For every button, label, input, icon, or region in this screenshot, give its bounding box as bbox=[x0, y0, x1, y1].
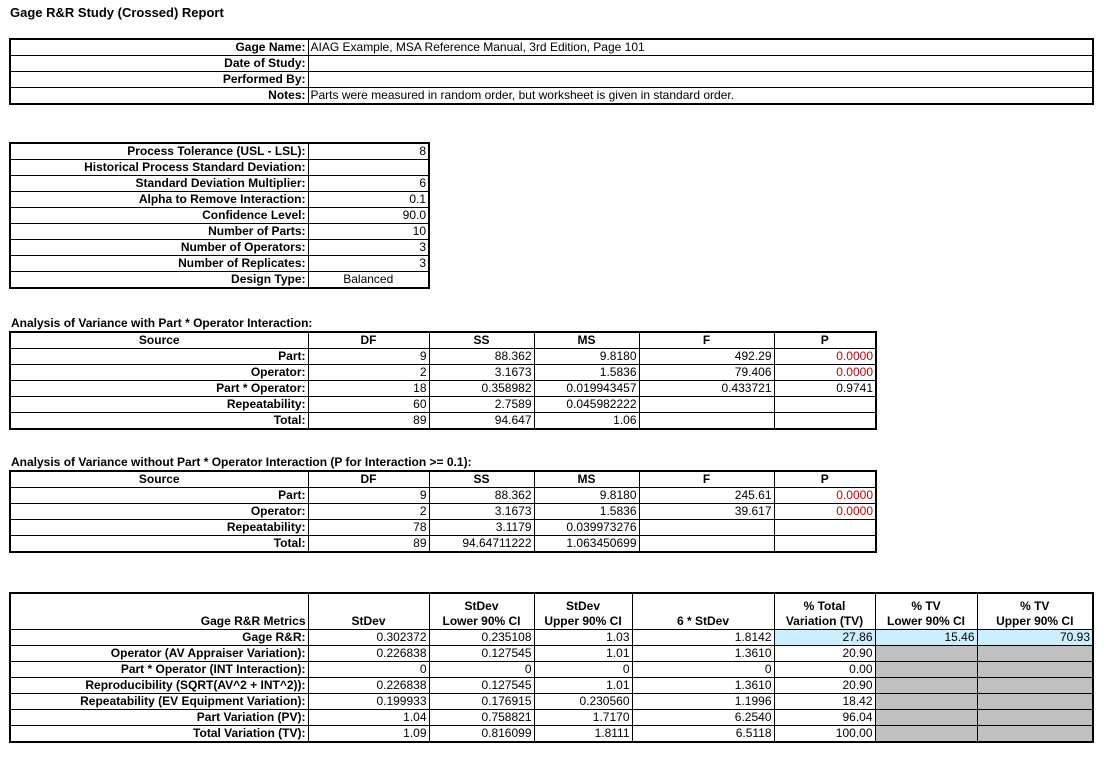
pct-tv-upper-cell[interactable] bbox=[977, 693, 1093, 709]
pct-tv-lower-cell[interactable] bbox=[875, 725, 977, 742]
source-label: Total: bbox=[10, 536, 308, 553]
param-label: Confidence Level: bbox=[10, 208, 308, 224]
header-line-2: Gage R&R Metrics bbox=[200, 613, 306, 628]
stdev-lower-cell[interactable]: 0.176915 bbox=[429, 693, 534, 709]
table-row bbox=[10, 504, 876, 520]
stdev-lower-cell[interactable]: 0.235108 bbox=[429, 629, 534, 645]
ms-cell[interactable]: 0.039973276 bbox=[534, 520, 639, 536]
column-header: F bbox=[639, 332, 774, 349]
header-line-2: Upper 90% CI bbox=[996, 613, 1074, 628]
stdev-cell[interactable]: 1.09 bbox=[308, 725, 429, 742]
table-row bbox=[10, 661, 1093, 677]
info-row bbox=[10, 72, 1093, 88]
pct-tv-cell[interactable]: 18.42 bbox=[774, 693, 875, 709]
info-value[interactable]: AIAG Example, MSA Reference Manual, 3rd Edition, Page 101 bbox=[308, 39, 1093, 56]
stdev-upper-cell[interactable]: 0 bbox=[534, 661, 632, 677]
source-label: Operator: bbox=[10, 504, 308, 520]
param-row bbox=[10, 272, 429, 289]
header-line-2: Variation (TV) bbox=[785, 613, 864, 628]
info-row bbox=[10, 56, 1093, 72]
header-line-1: % TV bbox=[911, 598, 941, 613]
param-row bbox=[10, 256, 429, 272]
ms-cell[interactable]: 0.045982222 bbox=[534, 397, 639, 413]
column-header: DF bbox=[308, 471, 429, 488]
df-cell[interactable]: 89 bbox=[308, 413, 429, 430]
header-line-2: StDev bbox=[351, 613, 386, 628]
df-cell[interactable]: 9 bbox=[308, 349, 429, 365]
param-row bbox=[10, 143, 429, 160]
stdev-lower-cell[interactable]: 0.758821 bbox=[429, 709, 534, 725]
table-header-row bbox=[10, 593, 1093, 629]
column-header bbox=[632, 593, 774, 629]
p-cell[interactable]: 0.0000 bbox=[774, 488, 876, 504]
f-cell[interactable]: 245.61 bbox=[639, 488, 774, 504]
pct-tv-upper-cell[interactable] bbox=[977, 709, 1093, 725]
column-header bbox=[10, 593, 308, 629]
param-row bbox=[10, 224, 429, 240]
p-cell[interactable] bbox=[774, 397, 876, 413]
ss-cell[interactable]: 0.358982 bbox=[429, 381, 534, 397]
header-line-1: StDev bbox=[464, 598, 499, 613]
six-stdev-cell[interactable]: 1.1996 bbox=[632, 693, 774, 709]
pct-tv-upper-cell[interactable]: 70.93 bbox=[977, 629, 1093, 645]
param-label: Historical Process Standard Deviation: bbox=[10, 160, 308, 176]
param-value[interactable]: 10 bbox=[308, 224, 429, 240]
ss-cell[interactable]: 2.7589 bbox=[429, 397, 534, 413]
six-stdev-cell[interactable]: 6.5118 bbox=[632, 725, 774, 742]
pct-tv-cell[interactable]: 100.00 bbox=[774, 725, 875, 742]
stdev-cell[interactable]: 1.04 bbox=[308, 709, 429, 725]
source-label: Operator: bbox=[10, 365, 308, 381]
six-stdev-cell[interactable]: 6.2540 bbox=[632, 709, 774, 725]
table-header-row bbox=[10, 471, 876, 488]
column-header bbox=[774, 593, 875, 629]
metric-label: Gage R&R: bbox=[10, 629, 308, 645]
param-label: Number of Parts: bbox=[10, 224, 308, 240]
param-label: Alpha to Remove Interaction: bbox=[10, 192, 308, 208]
ss-cell[interactable]: 88.362 bbox=[429, 349, 534, 365]
param-value[interactable]: 3 bbox=[308, 256, 429, 272]
param-label: Standard Deviation Multiplier: bbox=[10, 176, 308, 192]
f-cell[interactable] bbox=[639, 397, 774, 413]
table-row bbox=[10, 488, 876, 504]
ss-cell[interactable]: 3.1673 bbox=[429, 365, 534, 381]
column-header: P bbox=[774, 332, 876, 349]
ss-cell[interactable]: 88.362 bbox=[429, 488, 534, 504]
info-label: Performed By: bbox=[10, 72, 308, 88]
column-header: F bbox=[639, 471, 774, 488]
anova-no-interaction-table bbox=[9, 470, 877, 553]
f-cell[interactable]: 79.406 bbox=[639, 365, 774, 381]
param-value[interactable]: 3 bbox=[308, 240, 429, 256]
column-header bbox=[977, 593, 1093, 629]
stdev-lower-cell[interactable]: 0.127545 bbox=[429, 645, 534, 661]
stdev-upper-cell[interactable]: 1.8111 bbox=[534, 725, 632, 742]
column-header: SS bbox=[429, 471, 534, 488]
stdev-lower-cell[interactable]: 0 bbox=[429, 661, 534, 677]
param-row bbox=[10, 208, 429, 224]
metric-label: Reproducibility (SQRT(AV^2 + INT^2)): bbox=[10, 677, 308, 693]
table-row bbox=[10, 520, 876, 536]
p-cell[interactable] bbox=[774, 536, 876, 553]
table-row bbox=[10, 677, 1093, 693]
pct-tv-lower-cell[interactable]: 15.46 bbox=[875, 629, 977, 645]
stdev-upper-cell[interactable]: 1.01 bbox=[534, 677, 632, 693]
pct-tv-lower-cell[interactable] bbox=[875, 709, 977, 725]
f-cell[interactable] bbox=[639, 413, 774, 430]
pct-tv-lower-cell[interactable] bbox=[875, 693, 977, 709]
df-cell[interactable]: 78 bbox=[308, 520, 429, 536]
p-cell[interactable] bbox=[774, 413, 876, 430]
header-line-1: % Total bbox=[803, 598, 846, 613]
param-row bbox=[10, 192, 429, 208]
stdev-cell[interactable]: 0.226838 bbox=[308, 677, 429, 693]
param-value[interactable]: 90.0 bbox=[308, 208, 429, 224]
source-label: Part: bbox=[10, 488, 308, 504]
pct-tv-cell[interactable]: 20.90 bbox=[774, 645, 875, 661]
info-value[interactable] bbox=[308, 72, 1093, 88]
metric-label: Part * Operator (INT Interaction): bbox=[10, 661, 308, 677]
header-line-1: StDev bbox=[565, 598, 600, 613]
table-header-row bbox=[10, 332, 876, 349]
param-label: Number of Operators: bbox=[10, 240, 308, 256]
pct-tv-lower-cell[interactable] bbox=[875, 677, 977, 693]
report-title: Gage R&R Study (Crossed) Report bbox=[10, 5, 224, 20]
p-cell[interactable] bbox=[774, 520, 876, 536]
table-row bbox=[10, 381, 876, 397]
study-info-table bbox=[9, 38, 1094, 105]
ms-cell[interactable]: 1.063450699 bbox=[534, 536, 639, 553]
column-header: MS bbox=[534, 332, 639, 349]
stdev-upper-cell[interactable]: 1.01 bbox=[534, 645, 632, 661]
table-row bbox=[10, 349, 876, 365]
param-value[interactable]: Balanced bbox=[308, 272, 429, 289]
stdev-cell[interactable]: 0.302372 bbox=[308, 629, 429, 645]
header-line-2: Upper 90% CI bbox=[544, 613, 622, 628]
df-cell[interactable]: 60 bbox=[308, 397, 429, 413]
column-header: MS bbox=[534, 471, 639, 488]
pct-tv-cell[interactable]: 0.00 bbox=[774, 661, 875, 677]
param-row bbox=[10, 240, 429, 256]
metric-label: Operator (AV Appraiser Variation): bbox=[10, 645, 308, 661]
df-cell[interactable]: 18 bbox=[308, 381, 429, 397]
ms-cell[interactable]: 0.019943457 bbox=[534, 381, 639, 397]
column-header: DF bbox=[308, 332, 429, 349]
column-header: Source bbox=[10, 332, 308, 349]
pct-tv-lower-cell[interactable] bbox=[875, 661, 977, 677]
column-header: Source bbox=[10, 471, 308, 488]
table-row bbox=[10, 709, 1093, 725]
p-cell[interactable]: 0.0000 bbox=[774, 504, 876, 520]
table-row bbox=[10, 725, 1093, 742]
info-row bbox=[10, 88, 1093, 105]
f-cell[interactable] bbox=[639, 520, 774, 536]
stdev-upper-cell[interactable]: 0.230560 bbox=[534, 693, 632, 709]
ms-cell[interactable]: 1.5836 bbox=[534, 504, 639, 520]
ss-cell[interactable]: 94.64711222 bbox=[429, 536, 534, 553]
anova-interaction-title: Analysis of Variance with Part * Operator Interaction: bbox=[11, 316, 313, 330]
ms-cell[interactable]: 9.8180 bbox=[534, 488, 639, 504]
param-value[interactable]: 8 bbox=[308, 143, 429, 160]
param-label: Number of Replicates: bbox=[10, 256, 308, 272]
pct-tv-cell[interactable]: 27.86 bbox=[774, 629, 875, 645]
table-row bbox=[10, 693, 1093, 709]
source-label: Part * Operator: bbox=[10, 381, 308, 397]
pct-tv-upper-cell[interactable] bbox=[977, 725, 1093, 742]
info-label: Gage Name: bbox=[10, 39, 308, 56]
df-cell[interactable]: 2 bbox=[308, 365, 429, 381]
f-cell[interactable]: 492.29 bbox=[639, 349, 774, 365]
six-stdev-cell[interactable]: 1.3610 bbox=[632, 677, 774, 693]
header-line-2: Lower 90% CI bbox=[886, 613, 966, 628]
six-stdev-cell[interactable]: 0 bbox=[632, 661, 774, 677]
table-row bbox=[10, 645, 1093, 661]
info-label: Date of Study: bbox=[10, 56, 308, 72]
source-label: Repeatability: bbox=[10, 397, 308, 413]
ss-cell[interactable]: 3.1673 bbox=[429, 504, 534, 520]
stdev-upper-cell[interactable]: 1.7170 bbox=[534, 709, 632, 725]
param-row bbox=[10, 176, 429, 192]
ms-cell[interactable]: 1.06 bbox=[534, 413, 639, 430]
stdev-lower-cell[interactable]: 0.127545 bbox=[429, 677, 534, 693]
info-value[interactable] bbox=[308, 56, 1093, 72]
table-row bbox=[10, 413, 876, 430]
info-value[interactable]: Parts were measured in random order, but worksheet is given in standard order. bbox=[308, 88, 1093, 105]
column-header: SS bbox=[429, 332, 534, 349]
column-header bbox=[534, 593, 632, 629]
ms-cell[interactable]: 1.5836 bbox=[534, 365, 639, 381]
column-header bbox=[429, 593, 534, 629]
stdev-upper-cell[interactable]: 1.03 bbox=[534, 629, 632, 645]
ms-cell[interactable]: 9.8180 bbox=[534, 349, 639, 365]
f-cell[interactable]: 0.433721 bbox=[639, 381, 774, 397]
stdev-cell[interactable]: 0 bbox=[308, 661, 429, 677]
p-cell[interactable]: 0.0000 bbox=[774, 365, 876, 381]
anova-no-interaction-title: Analysis of Variance without Part * Operator Interaction (P for Interaction >= 0.1): bbox=[11, 455, 472, 469]
source-label: Part: bbox=[10, 349, 308, 365]
header-line-2: Lower 90% CI bbox=[442, 613, 521, 628]
header-line-1: % TV bbox=[1020, 598, 1050, 613]
df-cell[interactable]: 2 bbox=[308, 504, 429, 520]
header-line-2: 6 * StDev bbox=[676, 613, 730, 628]
df-cell[interactable]: 89 bbox=[308, 536, 429, 553]
pct-tv-upper-cell[interactable] bbox=[977, 661, 1093, 677]
metric-label: Repeatability (EV Equipment Variation): bbox=[10, 693, 308, 709]
param-label: Design Type: bbox=[10, 272, 308, 289]
six-stdev-cell[interactable]: 1.8142 bbox=[632, 629, 774, 645]
anova-interaction-table bbox=[9, 331, 877, 430]
info-row bbox=[10, 39, 1093, 56]
column-header bbox=[875, 593, 977, 629]
gage-metrics-table bbox=[9, 592, 1094, 743]
metric-label: Total Variation (TV): bbox=[10, 725, 308, 742]
pct-tv-upper-cell[interactable] bbox=[977, 645, 1093, 661]
f-cell[interactable]: 39.617 bbox=[639, 504, 774, 520]
f-cell[interactable] bbox=[639, 536, 774, 553]
df-cell[interactable]: 9 bbox=[308, 488, 429, 504]
ss-cell[interactable]: 3.1179 bbox=[429, 520, 534, 536]
stdev-cell[interactable]: 0.199933 bbox=[308, 693, 429, 709]
p-cell[interactable]: 0.0000 bbox=[774, 349, 876, 365]
column-header: P bbox=[774, 471, 876, 488]
info-label: Notes: bbox=[10, 88, 308, 105]
pct-tv-lower-cell[interactable] bbox=[875, 645, 977, 661]
source-label: Repeatability: bbox=[10, 520, 308, 536]
param-row bbox=[10, 160, 429, 176]
ss-cell[interactable]: 94.647 bbox=[429, 413, 534, 430]
table-row bbox=[10, 629, 1093, 645]
param-value[interactable]: 0.1 bbox=[308, 192, 429, 208]
stdev-cell[interactable]: 0.226838 bbox=[308, 645, 429, 661]
source-label: Total: bbox=[10, 413, 308, 430]
param-value[interactable]: 6 bbox=[308, 176, 429, 192]
parameters-table bbox=[9, 142, 430, 289]
pct-tv-upper-cell[interactable] bbox=[977, 677, 1093, 693]
metric-label: Part Variation (PV): bbox=[10, 709, 308, 725]
pct-tv-cell[interactable]: 96.04 bbox=[774, 709, 875, 725]
table-row bbox=[10, 365, 876, 381]
table-row bbox=[10, 536, 876, 553]
table-row bbox=[10, 397, 876, 413]
stdev-lower-cell[interactable]: 0.816099 bbox=[429, 725, 534, 742]
pct-tv-cell[interactable]: 20.90 bbox=[774, 677, 875, 693]
six-stdev-cell[interactable]: 1.3610 bbox=[632, 645, 774, 661]
param-value[interactable] bbox=[308, 160, 429, 176]
param-label: Process Tolerance (USL - LSL): bbox=[10, 143, 308, 160]
p-cell[interactable]: 0.9741 bbox=[774, 381, 876, 397]
column-header bbox=[308, 593, 429, 629]
